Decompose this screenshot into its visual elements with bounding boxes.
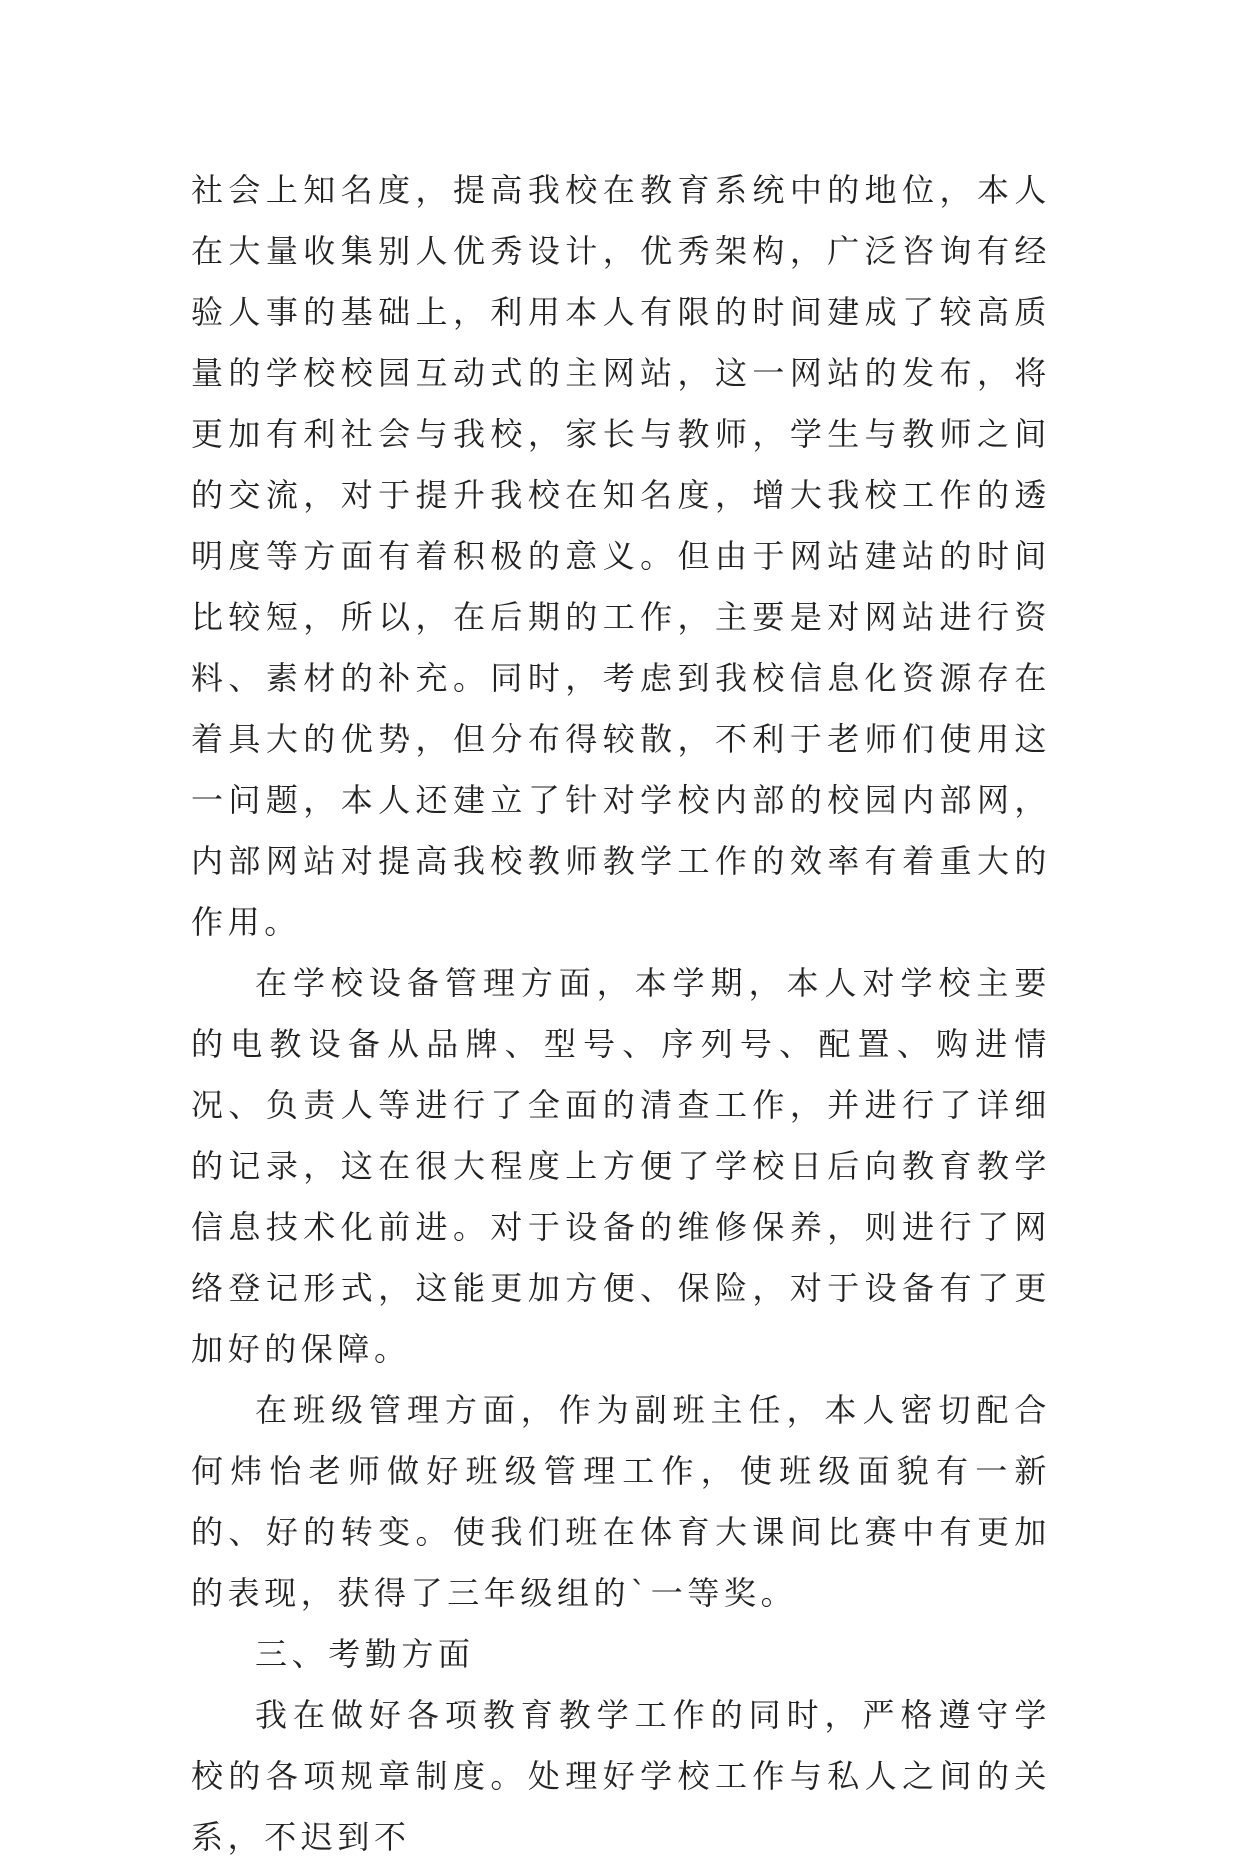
document-body <box>191 160 1051 1868</box>
paragraph-attendance: 我在做好各项教育教学工作的同时，严格遵守学校的各项规章制度。处理好学校工作与私人之间的关系，不迟到不 <box>191 1696 1051 1856</box>
paragraph-website: 社会上知名度，提高我校在教育系统中的地位，本人在大量收集别人优秀设计，优秀架构，广泛咨询有经验人事的基础上，利用本人有限的时间建成了较高质量的学校校园互动式的主网站，这一网站的发布，将更加有利社会与我校，家长与教师，学生与教师之间的交流，对于提升我校在知名度，增大我校工作的透明度等方面有着积极的意义。但由于网站建站的时间比较短，所以，在后期的工作，主要是对网站进行资料、素材的补充。同时，考虑到我校信息化资源存在着具大的优势，但分布得较散，不利于老师们使用这一问题，本人还建立了针对学校内部的校园内部网，内部网站对提高我校教师教学工作的效率有着重大的作用。 <box>191 171 1051 941</box>
section-heading-attendance: 三、考勤方面 <box>255 1635 475 1673</box>
paragraph-equipment-management: 在学校设备管理方面，本学期，本人对学校主要的电教设备从品牌、型号、序列号、配置、购进情况、负责人等进行了全面的清查工作，并进行了详细的记录，这在很大程度上方便了学校日后向教育教学信息技术化前进。对于设备的维修保养，则进行了网络登记形式，这能更加方便、保险，对于设备有了更加好的保障。 <box>191 964 1051 1368</box>
paragraph-class-management: 在班级管理方面，作为副班主任，本人密切配合何炜怡老师做好班级管理工作，使班级面貌有一新的、好的转变。使我们班在体育大课间比赛中有更加的表现，获得了三年级组的`一等奖。 <box>191 1391 1051 1612</box>
